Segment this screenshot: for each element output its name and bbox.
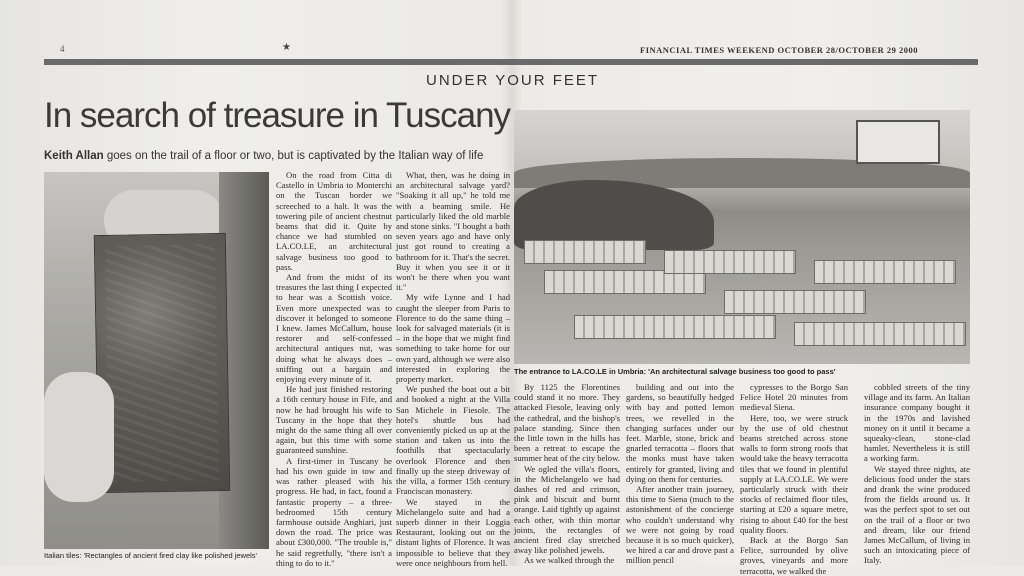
salvage-yard-photo	[514, 110, 970, 364]
strapline-text: goes on the trail of a floor or two, but is captivated by the Italian way of life	[103, 150, 484, 162]
paragraph: He had just finished restoring a 16th century house in Fife, and now he had brought his wife to Tuscany in the hope that they might do the same thing all over again, but this time with some guaranteed sunshine.	[276, 384, 392, 456]
paragraph: building and out into the gardens, so beautifully hedged with bay and potted lemon trees, we revelled in the changing surfaces under our feet. Marble, stone, brick and gnarled terracotta – floors that the monks must have taken entirely for granted, living and dying on them for centuries.	[626, 382, 734, 484]
paragraph: Here, too, we were struck by the use of old chestnut beams stretched across stone walls to form strong roofs that would take the heavy terracotta tiles that we found in plentiful supply at LA.CO.LE. We were particularly struck with their stocks of reclaimed floor tiles, starting at £20 a square metre, rising to about £40 for the best quality floors.	[740, 412, 848, 535]
yard-sign	[856, 120, 940, 164]
paragraph: Back at the Borgo San Felice, surrounded by olive groves, vineyards and more terracotta, we walked the	[740, 535, 848, 576]
paragraph: And from the midst of its treasures the last thing I expected to hear was a Scottish voice. Even more unexpected was to discover it belonged to someone I knew. James McCallum, house restorer and self-confessed architectural antiques nut, was doing what he always does – sniffing out a bargain and enjoying every minute of it.	[276, 272, 392, 385]
page-number: 4	[60, 44, 65, 54]
paragraph: We pushed the boat out a bit and booked a night at the Villa San Michele in Fiesole. The hotel's shuttle bus had conveniently picked us up at the station and taken us into the foothills that spectacularly overlook Florence and then finally up the steep driveway of the villa, a former 15th century Franciscan monastery.	[396, 384, 510, 497]
article-column-3	[514, 382, 620, 566]
paragraph: As we walked through the	[524, 555, 615, 566]
header-rule	[44, 59, 978, 65]
tile-pile	[574, 315, 776, 339]
section-title: UNDER YOUR FEET	[426, 72, 600, 89]
hand-bottom	[44, 372, 114, 502]
paragraph: We stayed in the Michelangelo suite and had a superb dinner in their Loggia Restaurant, looking out on the distant lights of Florence. It was impossible to believe that they were once neighbours from hell.	[396, 496, 510, 568]
paragraph: cypresses to the Borgo San Felice Hotel 20 minutes from medieval Siena.	[740, 382, 848, 413]
article-column-1	[276, 170, 392, 568]
paragraph: What, then, was he doing in an architectural salvage yard? "Soaking it all up," he told me with a beaming smile. He particularly liked the old marble and stone sinks. "I bought a bath seven years ago and have only just got round to creating a bathroom for it. That's the secret. Buy it when you see it or it won't be there when you want it."	[396, 170, 510, 293]
paragraph: A first-timer in Tuscany he had his own guide in tow and was rather pleased with his progress. He had, in fact, found a fantastic property – a three-bedroomed 15th century farmhouse outside Anghiari, just down the road. The price was about £300,000. "The trouble is," he said regretfully, "there isn't a thing to do to it."	[276, 455, 392, 568]
paragraph: cobbled streets of the tiny village and its farm. An Italian insurance company bought it in the 1970s and lavished money on it until it became a squeaky-clean, stone-clad hamlet. Nevertheless it is still a working farm.	[864, 382, 970, 464]
tile-photo	[44, 172, 269, 549]
paragraph: We ogled the villa's floors, in the Michelangelo we had dashes of red and crimson, pink and biscuit and burnt orange. Laid tightly up against each other, with thin mortar joints, the rectangles of ancient fired clay stretched away like polished jewels.	[514, 463, 620, 556]
article-column-6	[864, 382, 970, 566]
star-ornament: ★	[282, 42, 291, 53]
tile-pile	[724, 290, 866, 314]
paragraph: On the road from Citta di Castello in Umbria to Monterchi on the Tuscan border we screeched to a halt. It was the towering pile of ancient chestnut beams that did it. Quite by chance we had stumbled on LA.CO.LE, an architectural salvage business too good to pass.	[276, 170, 392, 272]
tile-pile	[814, 260, 956, 284]
paragraph: After another train journey, this time to Siena (much to the astonishment of the concierge who couldn't understand why we were not going by road because it is so much quicker), we hired a car and drove past a million pencil	[626, 484, 734, 566]
photo1-caption: Italian tiles: 'Rectangles of ancient fired clay like polished jewels'	[44, 551, 257, 560]
tile-pile	[794, 322, 966, 346]
article-column-2	[396, 170, 510, 568]
byline-name: Keith Allan	[44, 150, 104, 162]
paragraph: We stayed three nights, ate delicious food under the stars and drank the wine produced from the fields around us. It was the perfect spot to set out on the trail of a floor or two and dream, like our friend James McCallum, of living in such an intoxicating piece of Italy.	[864, 463, 970, 566]
tile-pile	[524, 240, 646, 264]
paragraph: By 1125 the Florentines could stand it no more. They attacked Fiesole, leaving only the cathedral, and the bishop's palace standing. Since then the little town in the hills has been a retreat to escape the summer heat of the city below.	[514, 382, 620, 464]
photo2-caption: The entrance to LA.CO.LE in Umbria: 'An architectural salvage business too good to pass'	[514, 367, 836, 376]
terracotta-tile	[94, 233, 230, 493]
tile-pile	[664, 250, 796, 274]
article-column-4	[626, 382, 734, 566]
headline: In search of treasure in Tuscany	[44, 96, 511, 135]
strapline	[44, 150, 483, 162]
article-column-5	[740, 382, 848, 576]
paragraph: My wife Lynne and I had caught the sleeper from Paris to Florence to do the same thing – look for salvaged materials (it is – in the hope that we might find something to take home for our own yard, although we were also interested in exploring the property market.	[396, 292, 510, 385]
masthead: FINANCIAL TIMES WEEKEND OCTOBER 28/OCTOBER 29 2000	[640, 45, 919, 55]
